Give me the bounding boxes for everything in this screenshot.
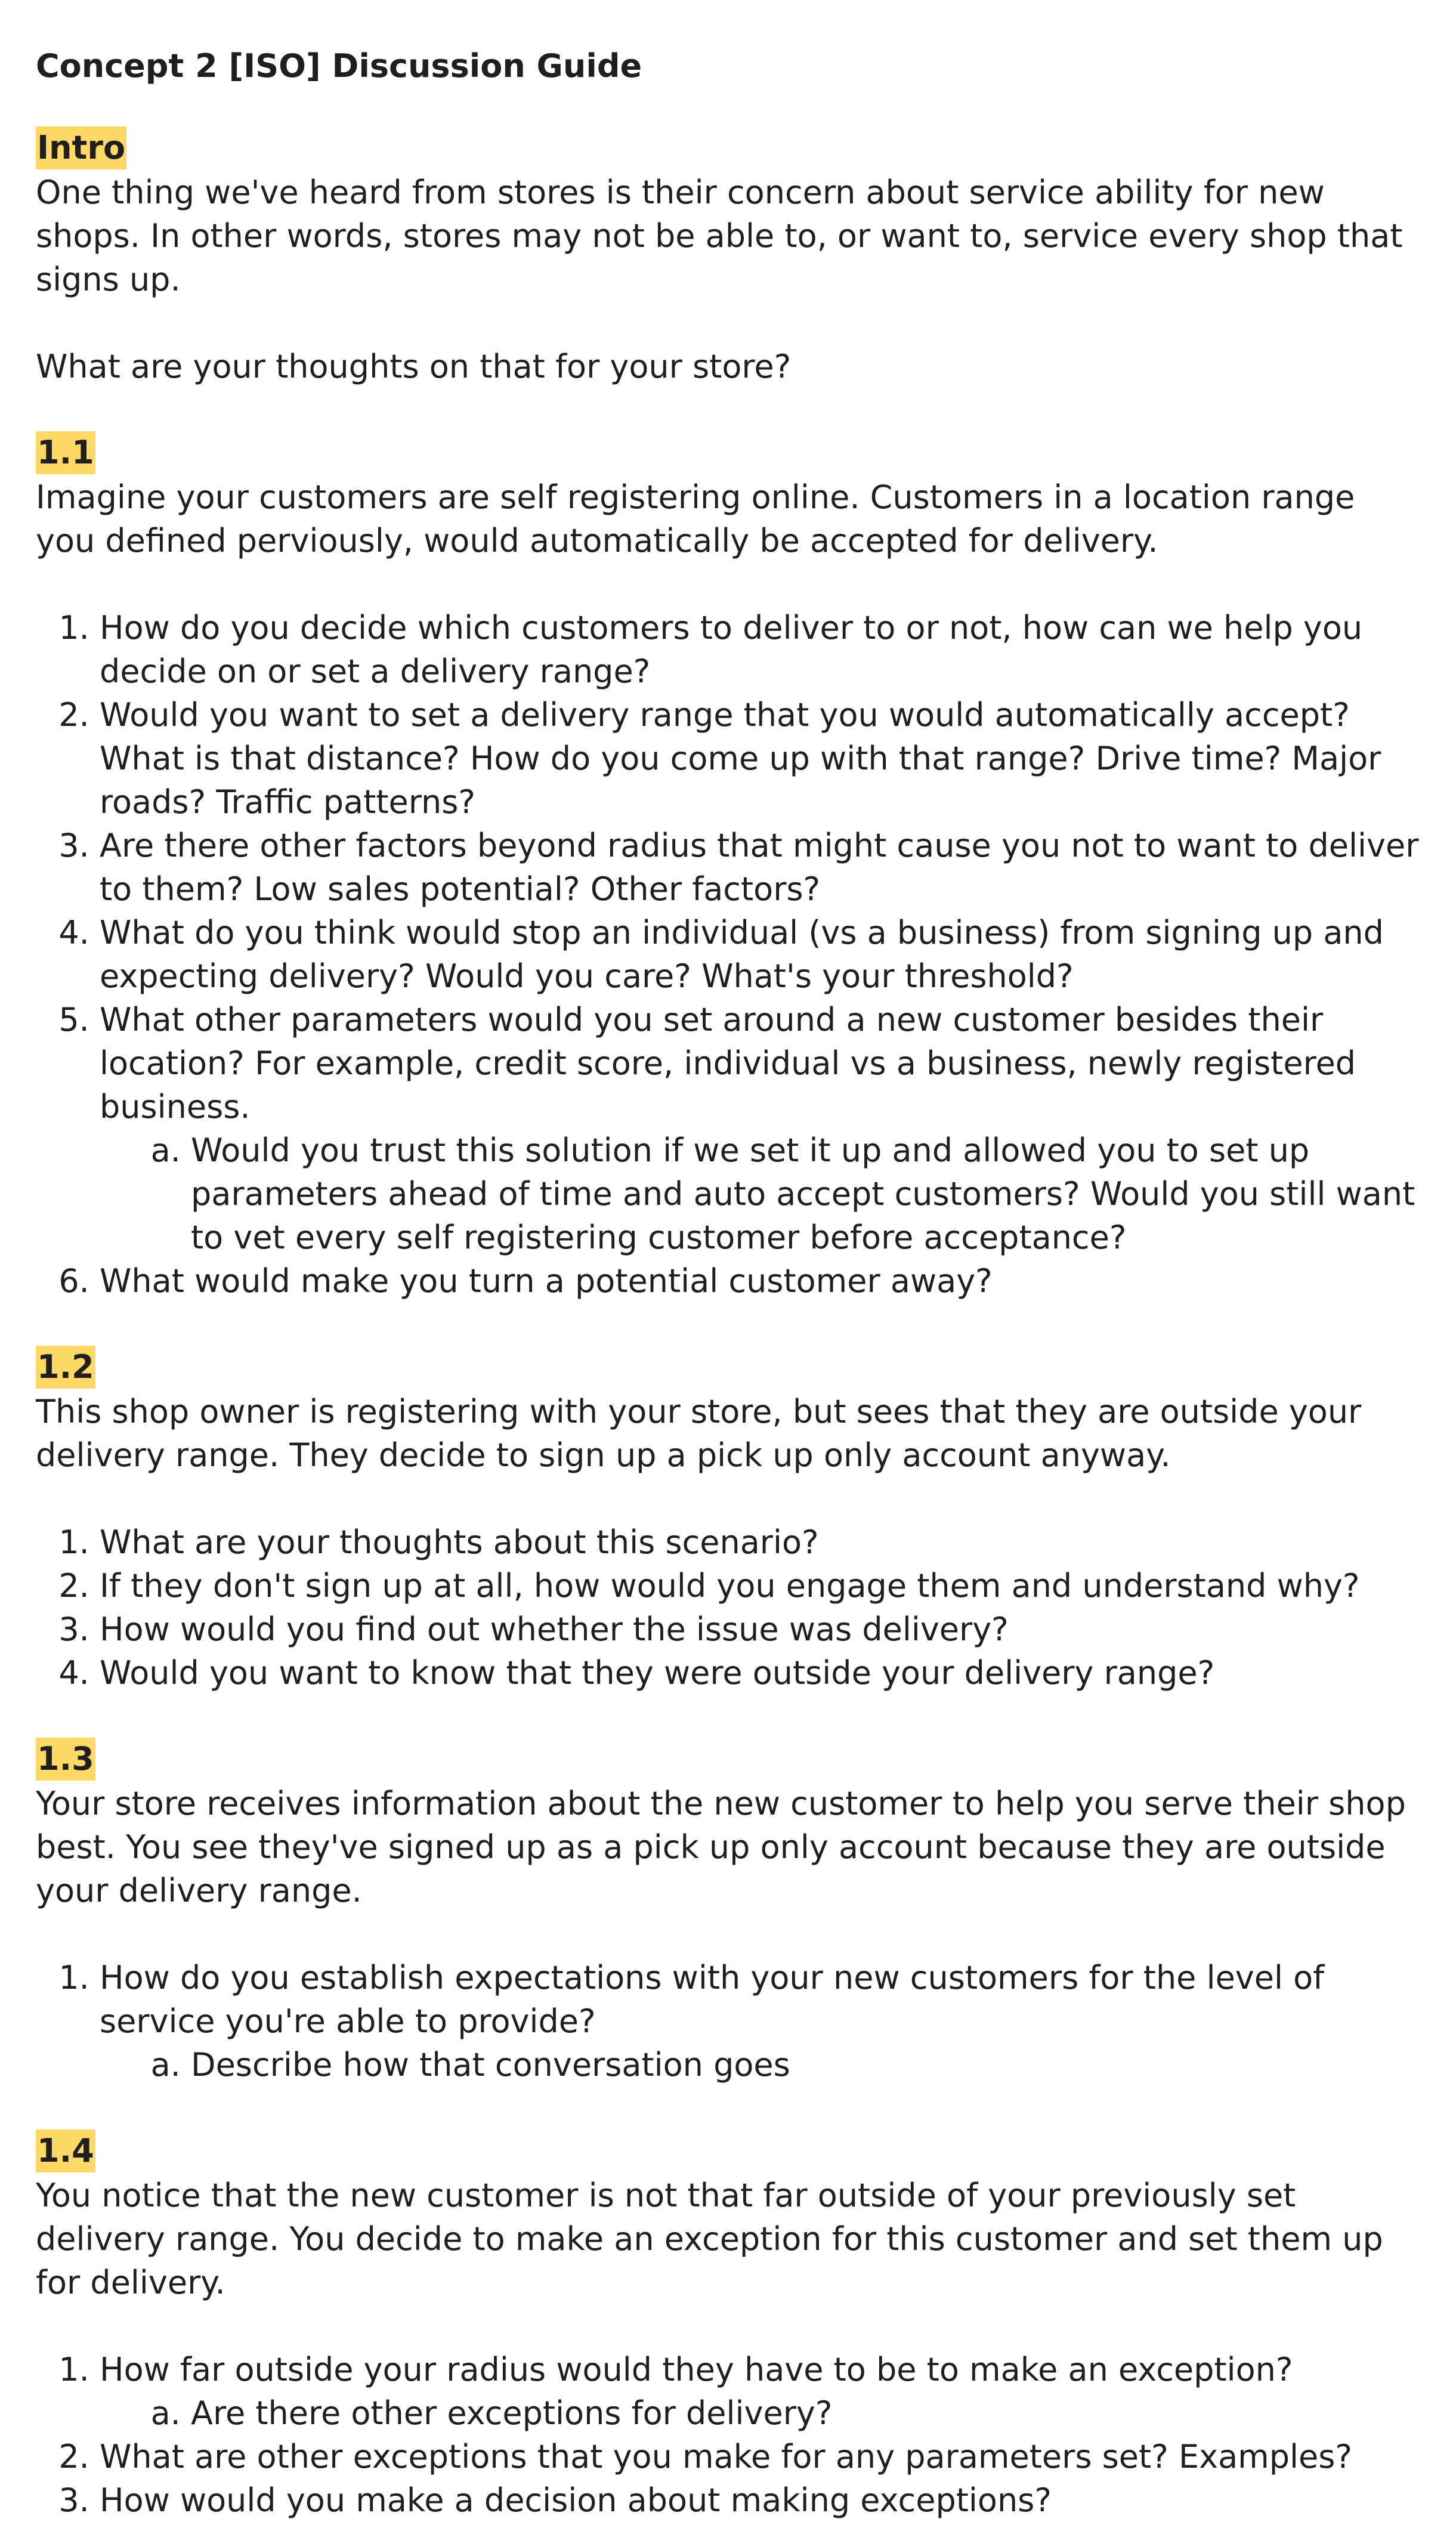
- list-item-text: What do you think would stop an individual (vs a business) from signing up and expecting delivery? Would you care? What's your threshold?: [100, 914, 1384, 995]
- sub-list: [100, 2043, 1420, 2087]
- list-item-text: What would make you turn a potential customer away?: [100, 1262, 993, 1300]
- list-item-text: What other parameters would you set around a new customer besides their location? For example, credit score, individual vs a business, newly registered business.: [100, 1001, 1356, 1126]
- list-item: [100, 998, 1420, 1259]
- list-item: [100, 1564, 1420, 1608]
- section-1-1: [36, 431, 1420, 1303]
- list-item: [100, 2435, 1420, 2478]
- list-item-text: How would you make a decision about making exceptions?: [100, 2481, 1052, 2519]
- section-1-4-paragraph: You notice that the new customer is not that far outside of your previously set delivery range. You decide to make an exception for this customer and set them up for delivery.: [36, 2177, 1383, 2301]
- section-1-4: [36, 2130, 1420, 2522]
- sub-list-item: [191, 2391, 1420, 2435]
- sub-list-item-text: Are there other exceptions for delivery?: [191, 2394, 833, 2432]
- sub-list-item-text: Describe how that conversation goes: [191, 2046, 790, 2084]
- section-intro: [36, 126, 1420, 388]
- list-item: [100, 1651, 1420, 1695]
- section-1-1-paragraph: Imagine your customers are self registering online. Customers in a location range you defined perviously, would automatically be accepted for delivery.: [36, 478, 1355, 560]
- list-item: [100, 2478, 1420, 2522]
- list-item: [100, 1520, 1420, 1564]
- intro-question: What are your thoughts on that for your store?: [36, 348, 792, 385]
- sub-list: [100, 1129, 1420, 1259]
- section-label-1-4: 1.4: [36, 2130, 95, 2172]
- section-1-2-paragraph: This shop owner is registering with your store, but sees that they are outside your delivery range. They decide to sign up a pick up only account anyway.: [36, 1393, 1362, 1474]
- section-1-1-list: [36, 606, 1420, 1303]
- list-item-text: How do you decide which customers to deliver to or not, how can we help you decide on or set a delivery range?: [100, 609, 1363, 690]
- list-item-text: Would you want to know that they were outside your delivery range?: [100, 1654, 1215, 1692]
- list-item-text: What are your thoughts about this scenario?: [100, 1523, 819, 1561]
- list-item: [100, 693, 1420, 824]
- intro-paragraph: One thing we've heard from stores is their concern about service ability for new shops. In other words, stores may not be able to, or want to, service every shop that signs up.: [36, 174, 1403, 298]
- list-item-text: How do you establish expectations with your new customers for the level of service you're able to provide?: [100, 1959, 1325, 2040]
- sub-list-item: [191, 2043, 1420, 2087]
- list-item: [100, 911, 1420, 998]
- list-item-text: How would you find out whether the issue was delivery?: [100, 1611, 1009, 1648]
- list-item-text: Are there other factors beyond radius that might cause you not to want to deliver to them? Low sales potential? Other factors?: [100, 827, 1419, 908]
- list-item-text: Would you want to set a delivery range that you would automatically accept? What is that distance? How do you come up with that range? Drive time? Major roads? Traffic patterns?: [100, 696, 1381, 821]
- list-item: [100, 1259, 1420, 1303]
- list-item-text: What are other exceptions that you make for any parameters set? Examples?: [100, 2438, 1353, 2475]
- list-item: [100, 824, 1420, 911]
- section-label-intro: Intro: [36, 126, 126, 169]
- section-1-3-paragraph: Your store receives information about the new customer to help you serve their shop best. You see they've signed up as a pick up only account because they are outside your delivery range.: [36, 1785, 1406, 1909]
- section-label-1-2: 1.2: [36, 1346, 95, 1389]
- list-item: [100, 1608, 1420, 1651]
- section-label-1-3: 1.3: [36, 1738, 95, 1781]
- list-item-text: How far outside your radius would they have to be to make an exception?: [100, 2351, 1293, 2388]
- section-1-2: [36, 1346, 1420, 1695]
- section-1-3-list: [36, 1956, 1420, 2087]
- section-1-3: [36, 1738, 1420, 2087]
- sub-list-item-text: Would you trust this solution if we set it up and allowed you to set up parameters ahead of time and auto accept customers? Would you still want to vet every self registering customer before acceptance?: [191, 1132, 1415, 1256]
- list-item: [100, 1956, 1420, 2087]
- list-item: [100, 606, 1420, 693]
- sub-list: [100, 2391, 1420, 2435]
- section-label-1-1: 1.1: [36, 431, 95, 474]
- section-1-2-list: [36, 1520, 1420, 1695]
- list-item-text: If they don't sign up at all, how would you engage them and understand why?: [100, 1567, 1360, 1605]
- sub-list-item: [191, 1129, 1420, 1259]
- section-1-4-list: [36, 2348, 1420, 2522]
- document-title: Concept 2 [ISO] Discussion Guide: [36, 47, 642, 85]
- list-item: [100, 2348, 1420, 2435]
